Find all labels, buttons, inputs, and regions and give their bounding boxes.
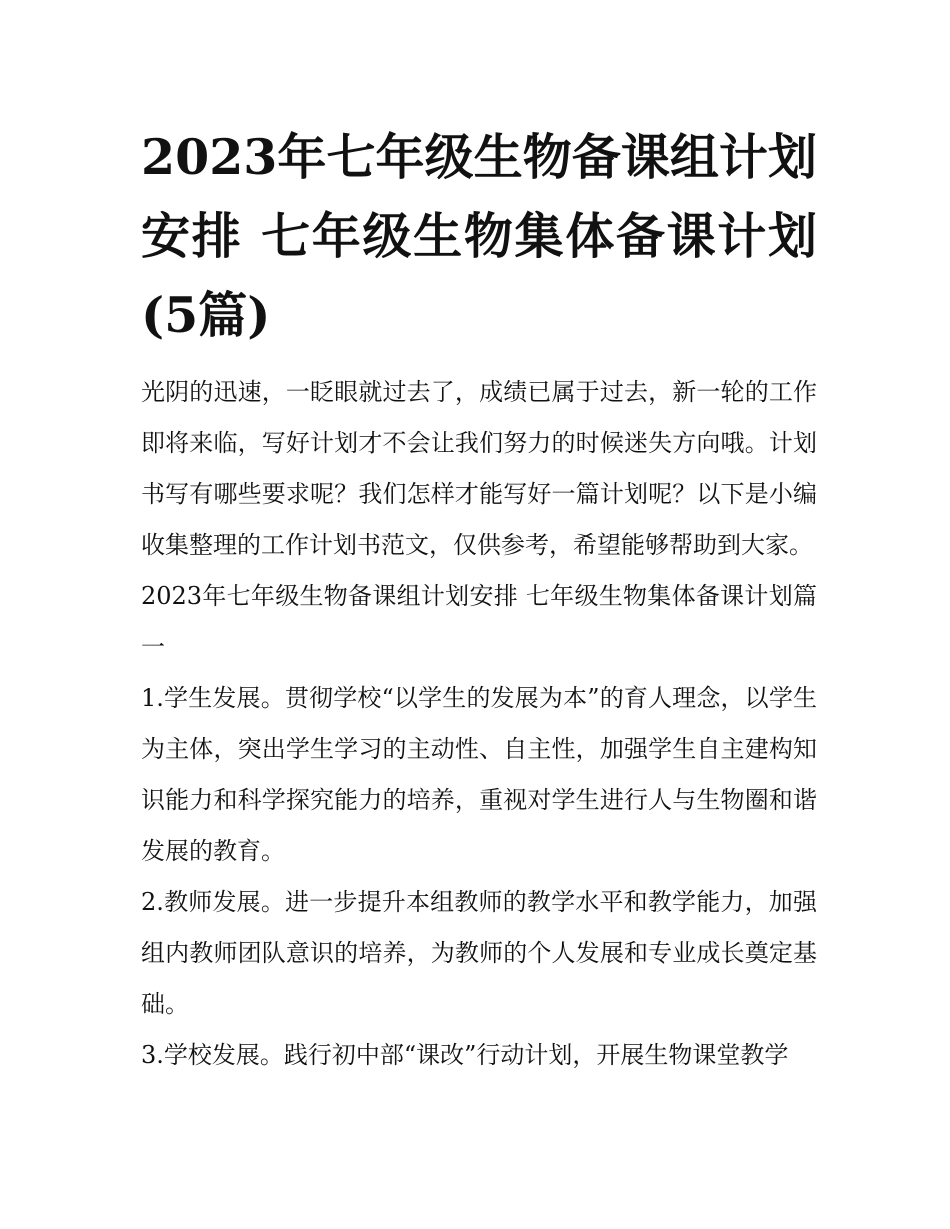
section-heading: 2023年七年级生物备课组计划安排 七年级生物集体备课计划篇一 <box>141 582 817 661</box>
document-content <box>141 118 817 1081</box>
document-title: 2023年七年级生物备课组计划安排 七年级生物集体备课计划(5篇) <box>141 128 817 344</box>
list-item-teacher-development: 2.教师发展。进一步提升本组教师的教学水平和教学能力，加强组内教师团队意识的培养，为教师的个人发展和专业成长奠定基础。 <box>141 888 817 1018</box>
list-item-school-development: 3.学校发展。践行初中部“课改”行动计划，开展生物课堂教学 <box>141 1041 789 1069</box>
list-item-student-development: 1.学生发展。贯彻学校“以学生的发展为本”的育人理念，以学生为主体，突出学生学习的主动性、自主性，加强学生自主建构知识能力和科学探究能力的培养，重视对学生进行人与生物圈和谐发展的教育。 <box>141 684 817 865</box>
intro-paragraph: 光阴的迅速，一眨眼就过去了，成绩已属于过去，新一轮的工作即将来临，写好计划才不会让我们努力的时候迷失方向哦。计划书写有哪些要求呢？我们怎样才能写好一篇计划呢？以下是小编收集整理的工作计划书范文，仅供参考，希望能够帮助到大家。 <box>141 378 817 559</box>
